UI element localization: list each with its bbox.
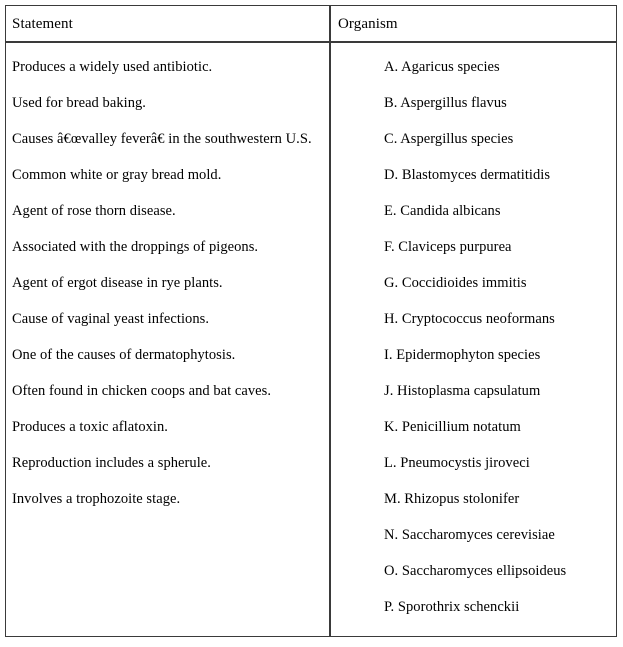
organism-item: P. Sporothrix schenckii bbox=[384, 599, 520, 615]
organism-item: L. Pneumocystis jiroveci bbox=[384, 455, 530, 471]
organism-item: K. Penicillium notatum bbox=[384, 419, 521, 435]
organism-item: N. Saccharomyces cerevisiae bbox=[384, 527, 555, 543]
header-cell-organism bbox=[331, 6, 616, 41]
statement-item: Produces a toxic aflatoxin. bbox=[12, 419, 168, 435]
body-cell-organism bbox=[331, 43, 616, 636]
statement-item: Reproduction includes a spherule. bbox=[12, 455, 211, 471]
statement-item: One of the causes of dermatophytosis. bbox=[12, 347, 236, 363]
column-header-organism-label: Organism bbox=[338, 16, 398, 32]
statement-item: Agent of ergot disease in rye plants. bbox=[12, 275, 223, 291]
organism-item: C. Aspergillus species bbox=[384, 131, 514, 147]
organism-item: G. Coccidioides immitis bbox=[384, 275, 527, 291]
statement-item: Used for bread baking. bbox=[12, 95, 146, 111]
statement-item: Involves a trophozoite stage. bbox=[12, 491, 181, 507]
statement-item: Cause of vaginal yeast infections. bbox=[12, 311, 209, 327]
organism-item: E. Candida albicans bbox=[384, 203, 501, 219]
statement-item: Common white or gray bread mold. bbox=[12, 167, 222, 183]
body-cell-statement bbox=[6, 43, 331, 636]
statement-list bbox=[6, 43, 329, 636]
organism-list bbox=[331, 43, 616, 636]
statement-item: Agent of rose thorn disease. bbox=[12, 203, 176, 219]
organism-item: H. Cryptococcus neoformans bbox=[384, 311, 555, 327]
matching-table bbox=[5, 5, 617, 637]
statement-item: Associated with the droppings of pigeons. bbox=[12, 239, 259, 255]
statement-item: Produces a widely used antibiotic. bbox=[12, 59, 213, 75]
organism-item: D. Blastomyces dermatitidis bbox=[384, 167, 551, 183]
organism-item: F. Claviceps purpurea bbox=[384, 239, 512, 255]
header-cell-statement bbox=[6, 6, 331, 41]
organism-item: A. Agaricus species bbox=[384, 59, 500, 75]
statement-item: Causes â€œvalley feverâ€ in the southwestern U.S. bbox=[12, 131, 312, 147]
table-header-row bbox=[6, 6, 616, 43]
organism-item: B. Aspergillus flavus bbox=[384, 95, 507, 111]
organism-item: J. Histoplasma capsulatum bbox=[384, 383, 541, 399]
statement-item: Often found in chicken coops and bat caves. bbox=[12, 383, 272, 399]
column-header-statement-label: Statement bbox=[12, 16, 73, 32]
table-body-row bbox=[6, 43, 616, 636]
organism-item: I. Epidermophyton species bbox=[384, 347, 541, 363]
organism-item: O. Saccharomyces ellipsoideus bbox=[384, 563, 567, 579]
organism-item: M. Rhizopus stolonifer bbox=[384, 491, 520, 507]
table-inner bbox=[6, 6, 616, 636]
